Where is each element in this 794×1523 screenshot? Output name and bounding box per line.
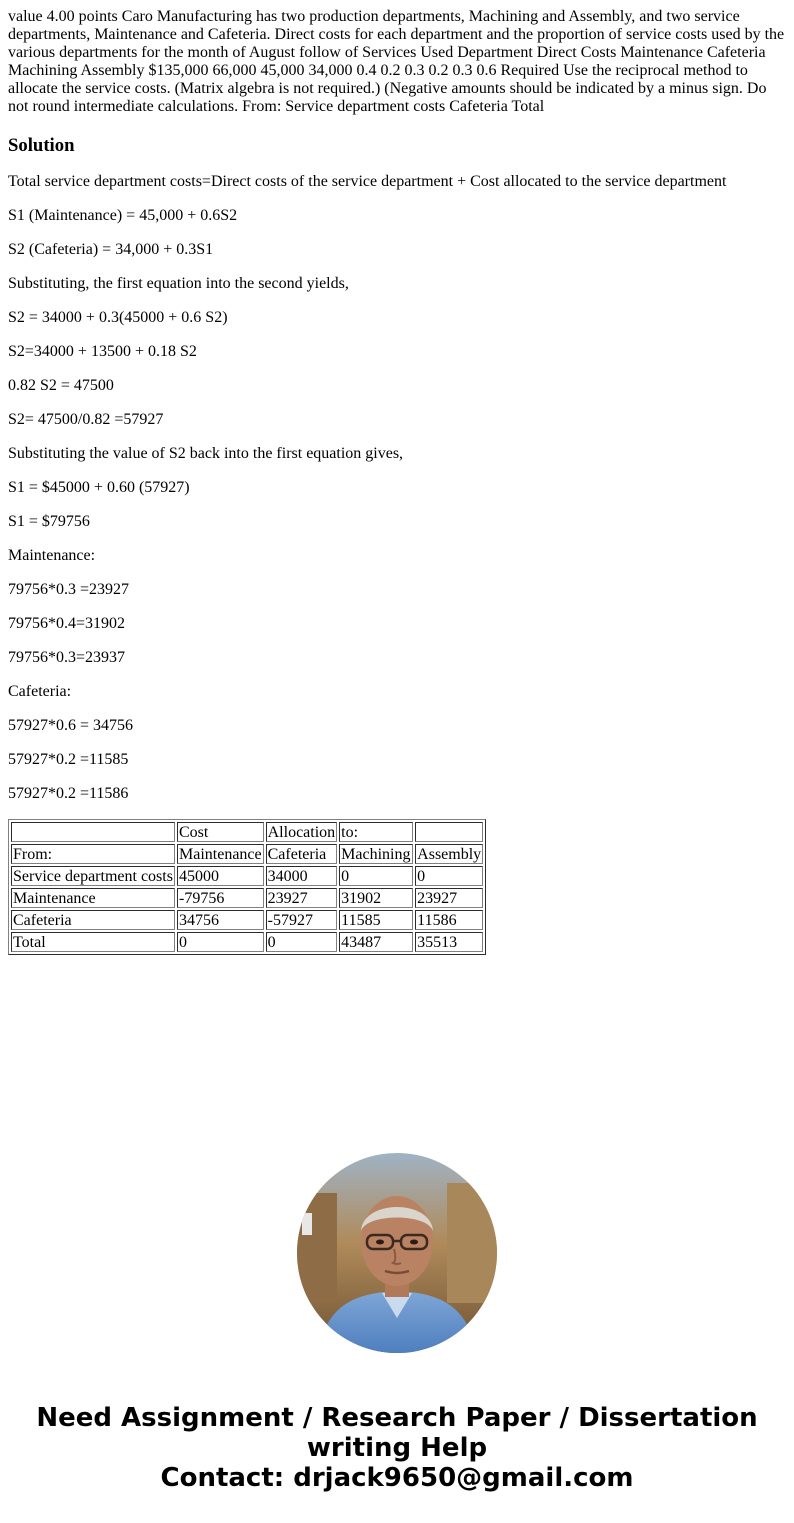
tutor-avatar bbox=[297, 1153, 497, 1353]
table-row bbox=[11, 866, 483, 886]
table-cell: Assembly bbox=[417, 846, 482, 863]
solution-step: Substituting the value of S2 back into the first equation gives, bbox=[8, 445, 404, 462]
solution-step: S2 (Cafeteria) = 34,000 + 0.3S1 bbox=[8, 241, 214, 258]
table-cell bbox=[415, 822, 483, 842]
table-cell: 35513 bbox=[415, 932, 483, 952]
solution-step: Maintenance: bbox=[8, 547, 96, 564]
table-cell: 23927 bbox=[415, 888, 483, 908]
question-text: value 4.00 points Caro Manufacturing has two production departments, Machining and Assembly, and two service departments, Maintenance and Cafeteria. Direct costs for each department and the proportion of service costs used by the various departments for the month of August follow of Services Used Department Direct Costs Maintenance Cafeteria Machining Assembly $135,000 66,000 45,000 34,000 0.4 0.2 0.3 0.2 0.3 0.6 Required Use the reciprocal method to allocate the service costs. (Matrix algebra is not required.) (Negative amounts should be indicated by a minus sign. Do not round intermediate calculations. From: Service department costs Cafeteria Total bbox=[8, 8, 785, 115]
table-cell: Total bbox=[11, 932, 175, 952]
table-cell: 0 bbox=[339, 866, 413, 886]
table-cell: Maintenance bbox=[11, 888, 175, 908]
table-cell: 31902 bbox=[339, 888, 413, 908]
table-cell: 23927 bbox=[266, 888, 338, 908]
table-cell: Service department costs bbox=[11, 866, 175, 886]
table-cell: 0 bbox=[415, 866, 483, 886]
table-cell: 0 bbox=[177, 932, 264, 952]
table-cell bbox=[11, 822, 175, 842]
table-cell: Cost bbox=[177, 822, 264, 842]
table-cell: 43487 bbox=[339, 932, 413, 952]
table-cell: From: bbox=[11, 844, 175, 864]
table-cell: 11585 bbox=[339, 910, 413, 930]
solution-step: Substituting, the first equation into the second yields, bbox=[8, 275, 349, 292]
solution-step: S1 = $79756 bbox=[8, 513, 90, 530]
contact-banner bbox=[0, 1403, 794, 1493]
solution-step: 57927*0.2 =11585 bbox=[8, 751, 129, 768]
table-row bbox=[11, 888, 483, 908]
table-cell: 45000 bbox=[177, 866, 264, 886]
solution-step: 79756*0.3 =23927 bbox=[8, 581, 130, 598]
table-row bbox=[11, 844, 483, 864]
solution-step: Total service department costs=Direct costs of the service department + Cost allocated to the service department bbox=[8, 173, 727, 190]
cta-contact-line: Contact: drjack9650@gmail.com bbox=[160, 1463, 634, 1493]
person-photo-icon bbox=[297, 1153, 497, 1353]
table-cell: Cafeteria bbox=[11, 910, 175, 930]
solution-step: 79756*0.4=31902 bbox=[8, 615, 126, 632]
solution-step: S2 = 34000 + 0.3(45000 + 0.6 S2) bbox=[8, 309, 228, 326]
solution-step: 57927*0.6 = 34756 bbox=[8, 717, 134, 734]
table-cell: 34756 bbox=[177, 910, 264, 930]
table-cell: Allocation bbox=[267, 824, 336, 841]
solution-step: S1 (Maintenance) = 45,000 + 0.6S2 bbox=[8, 207, 238, 224]
table-cell: Machining bbox=[339, 844, 413, 864]
solution-steps bbox=[8, 173, 786, 803]
allocation-table bbox=[8, 819, 486, 955]
solution-step: 79756*0.3=23937 bbox=[8, 649, 126, 666]
table-cell: -79756 bbox=[177, 888, 264, 908]
cta-line-1: Need Assignment / Research Paper / Dissertation bbox=[36, 1403, 758, 1433]
table-cell: 11586 bbox=[415, 910, 483, 930]
table-row bbox=[11, 910, 483, 930]
table-cell: Maintenance bbox=[179, 846, 262, 863]
solution-step: 0.82 S2 = 47500 bbox=[8, 377, 114, 394]
table-cell: 34000 bbox=[266, 866, 338, 886]
solution-step: S1 = $45000 + 0.60 (57927) bbox=[8, 479, 190, 496]
solution-step: Cafeteria: bbox=[8, 683, 72, 700]
solution-step: 57927*0.2 =11586 bbox=[8, 785, 129, 802]
solution-step: S2= 47500/0.82 =57927 bbox=[8, 411, 164, 428]
table-cell: 0 bbox=[266, 932, 338, 952]
table-row bbox=[11, 932, 483, 952]
table-cell: to: bbox=[339, 822, 413, 842]
solution-heading: Solution bbox=[8, 135, 75, 156]
solution-step: S2=34000 + 13500 + 0.18 S2 bbox=[8, 343, 197, 360]
cta-line-2: writing Help bbox=[306, 1433, 488, 1463]
table-row bbox=[11, 822, 483, 842]
table-cell: Cafeteria bbox=[266, 844, 338, 864]
table-cell: -57927 bbox=[266, 910, 338, 930]
